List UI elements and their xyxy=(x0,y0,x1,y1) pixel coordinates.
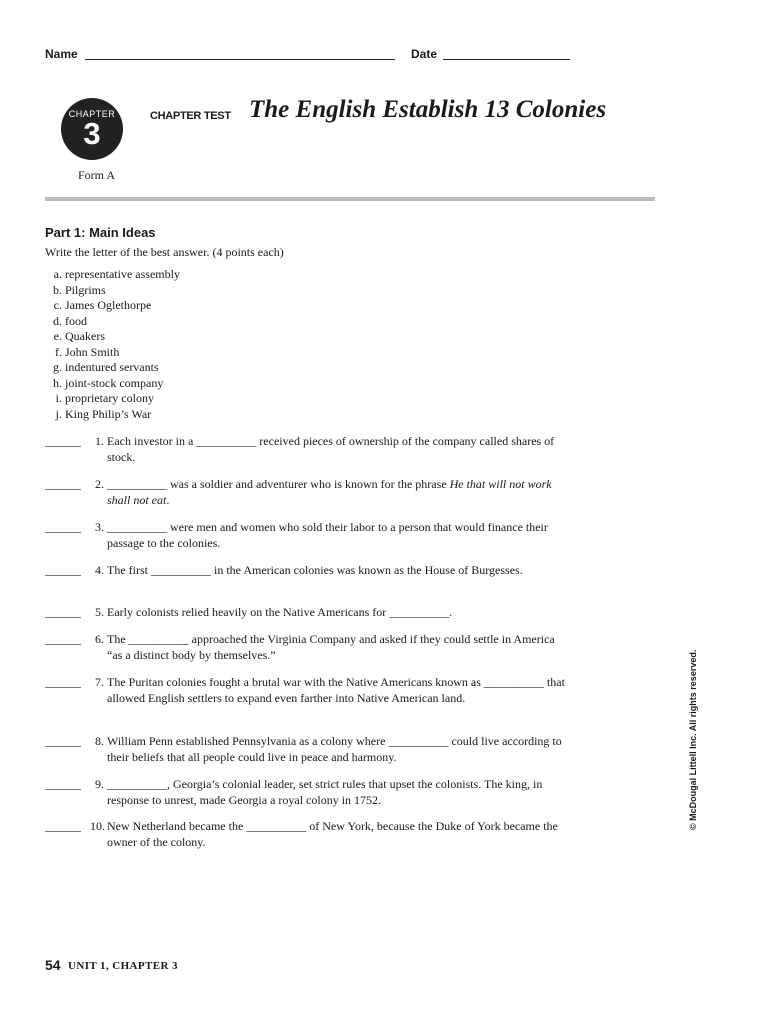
answer-blank[interactable]: ______ xyxy=(45,734,81,748)
question-number: 8. xyxy=(95,734,104,748)
answer-blank[interactable]: ______ xyxy=(45,477,81,491)
question-number: 3. xyxy=(95,520,104,534)
question-text: William Penn established Pennsylvania as a colony where __________ could live according to their beliefs that all people could live in peace and harmony. xyxy=(107,734,562,764)
chapter-badge-label: CHAPTER xyxy=(68,109,116,119)
question-1 xyxy=(45,434,565,465)
question-7 xyxy=(45,675,565,706)
quote-italic: He that will not work shall not eat xyxy=(107,477,552,507)
question-number: 5. xyxy=(95,605,104,619)
list-item: i. proprietary colony xyxy=(55,391,154,405)
list-item: j. King Philip’s War xyxy=(55,406,152,421)
question-number: 4. xyxy=(95,563,104,577)
question-text: Each investor in a __________ received pieces of ownership of the company called shares of stock. xyxy=(107,434,555,464)
question-number: 2. xyxy=(95,477,104,491)
name-field[interactable] xyxy=(85,47,395,60)
answer-blank[interactable]: ______ xyxy=(45,632,81,646)
question-text: The __________ approached the Virginia Company and asked if they could settle in America “as a distinct body by themselves.” xyxy=(107,632,555,662)
list-item: c. James Oglethorpe xyxy=(53,298,152,312)
answer-blank[interactable]: ______ xyxy=(45,675,81,689)
date-label: Date xyxy=(411,47,438,61)
name-label: Name xyxy=(45,47,78,61)
answer-blank[interactable]: ______ xyxy=(45,563,81,577)
list-item: h. joint-stock company xyxy=(53,375,164,390)
question-10 xyxy=(45,819,565,850)
list-item: d. food xyxy=(53,313,87,328)
question-number: 6. xyxy=(95,632,104,646)
answer-blank[interactable]: ______ xyxy=(45,434,81,448)
list-item: g. indentured servants xyxy=(53,360,159,374)
list-item: f. John Smith xyxy=(55,344,120,359)
question-text: __________ was a soldier and adventurer who is known for the phrase He that will not work shall not eat. xyxy=(107,477,552,507)
question-text: __________, Georgia’s colonial leader, set strict rules that upset the colonists. The king, in response to unrest, made Georgia a royal colony in 1752. xyxy=(107,777,543,807)
question-9 xyxy=(45,777,565,808)
chapter-test-label: CHAPTER TEST xyxy=(150,110,231,122)
question-text: New Netherland became the __________ of New York, because the Duke of York became the owner of the colony. xyxy=(107,819,558,849)
list-item: e. Quakers xyxy=(53,329,105,343)
instructions: Write the letter of the best answer. (4 points each) xyxy=(45,245,284,259)
form-label: Form A xyxy=(78,168,116,182)
question-3 xyxy=(45,520,565,551)
question-text: __________ were men and women who sold their labor to a person that would finance their passage to the colonies. xyxy=(107,520,548,550)
footer-label: UNIT 1, CHAPTER 3 xyxy=(68,960,178,972)
question-text: The Puritan colonies fought a brutal war with the Native Americans known as __________ that allowed English settlers to expand even farther into Native American land. xyxy=(107,675,565,705)
copyright-notice: © McDougal Littell Inc. All rights reserved. xyxy=(688,649,698,830)
question-text: The first __________ in the American colonies was known as the House of Burgesses. xyxy=(107,563,523,577)
question-2 xyxy=(45,477,565,508)
chapter-badge xyxy=(61,98,123,160)
list-item: b. Pilgrims xyxy=(53,282,106,297)
answer-choices xyxy=(48,267,180,422)
page-title: The English Establish 13 Colonies xyxy=(249,96,607,123)
question-number: 7. xyxy=(95,675,104,689)
question-number: 10. xyxy=(90,819,105,833)
date-field[interactable] xyxy=(443,47,570,60)
question-number: 1. xyxy=(95,434,104,448)
answer-blank[interactable]: ______ xyxy=(45,819,81,833)
question-4 xyxy=(45,563,565,579)
part-title: Part 1: Main Ideas xyxy=(45,225,156,240)
question-8 xyxy=(45,734,565,765)
question-6 xyxy=(45,632,565,663)
question-number: 9. xyxy=(95,777,104,791)
section-divider xyxy=(45,197,655,201)
question-text: Early colonists relied heavily on the Native Americans for __________. xyxy=(107,605,453,619)
chapter-badge-number: 3 xyxy=(83,116,101,151)
page-number: 54 xyxy=(45,957,61,973)
answer-blank[interactable]: ______ xyxy=(45,777,81,791)
list-item: a. representative assembly xyxy=(53,267,180,281)
answer-blank[interactable]: ______ xyxy=(45,520,81,534)
question-5 xyxy=(45,605,565,621)
answer-blank[interactable]: ______ xyxy=(45,605,81,619)
